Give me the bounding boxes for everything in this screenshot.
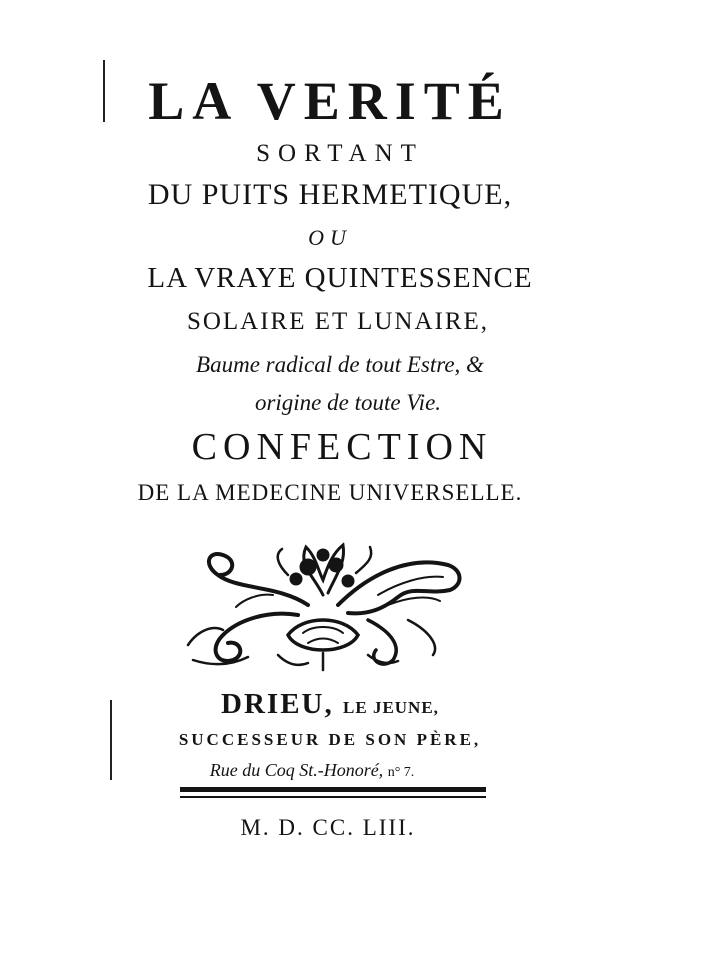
title-line-confection: CONFECTION xyxy=(191,426,493,468)
imprint-year: M. D. CC. LIII. xyxy=(240,815,416,840)
title-line-baume: Baume radical de tout Estre, & xyxy=(196,352,484,377)
printer-suffix: LE JEUNE, xyxy=(343,698,439,717)
title-line-ou: OU xyxy=(308,225,352,250)
double-rule-thin xyxy=(180,796,486,798)
title-line-medecine: DE LA MEDECINE UNIVERSELLE. xyxy=(137,480,523,505)
title-line-sortant: SORTANT xyxy=(256,140,424,167)
title-line-origine: origine de toute Vie. xyxy=(254,390,442,415)
imprint-address: Rue du Coq St.-Honoré, xyxy=(209,760,384,780)
double-rule-thick xyxy=(180,787,486,792)
printer-name: DRIEU, xyxy=(221,688,334,720)
imprint-successor: SUCCESSEUR DE SON PÈRE, xyxy=(178,730,482,749)
floral-fleuron-icon xyxy=(178,535,468,675)
title-line-la-verite: LA VERITÉ xyxy=(148,71,512,131)
title-line-puits: DU PUITS HERMETIQUE, xyxy=(147,178,513,211)
title-line-quintessence: LA VRAYE QUINTESSENCE xyxy=(147,262,533,294)
imprint-number: n° 7. xyxy=(387,765,415,780)
title-line-solaire: SOLAIRE ET LUNAIRE, xyxy=(186,308,490,335)
imprint-printer xyxy=(0,688,660,721)
imprint-address-line xyxy=(0,760,642,781)
